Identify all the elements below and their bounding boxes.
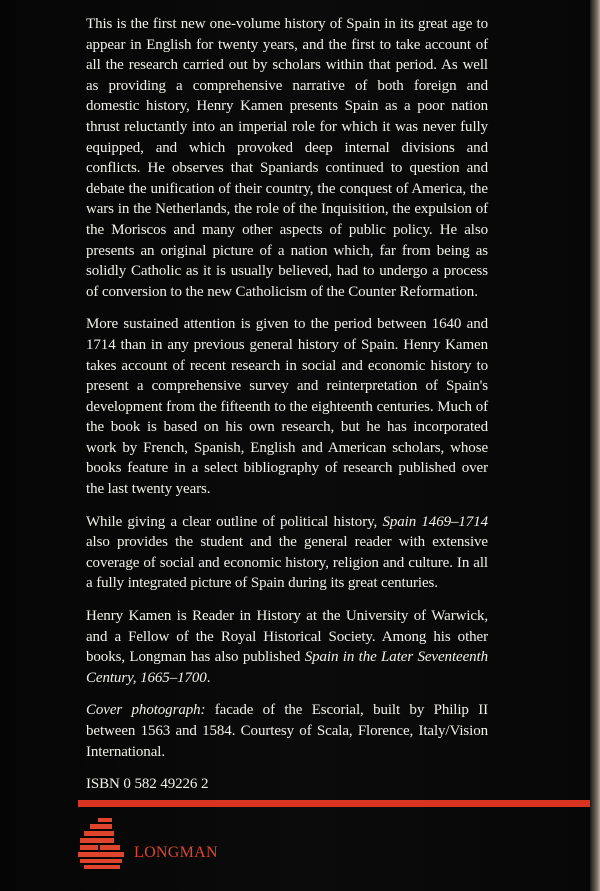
cover-edge <box>590 0 600 891</box>
p3-post: also provides the student and the general reader with extensive coverage of social and economic history, religion and culture. In all a fully integrated picture of Spain during its great centuries. <box>86 534 488 592</box>
author-bio <box>86 606 488 688</box>
bio-pre: Henry Kamen is Reader in History at the University of Warwick, and a Fellow of the Royal Historical Society. Among his other books, Longman has also published <box>86 608 488 666</box>
publisher-name: LONGMAN <box>134 844 218 861</box>
blurb-paragraph-1: This is the first new one-volume history of Spain in its great age to appear in English for twenty years, and the first to take account of all the research carried out by scholars within that period. As well as providing a comprehensive narrative of both foreign and domestic history, Henry Kamen presents Spain as a poor nation thrust reluctantly into an imperial role for which it was never fully equipped, and which provoked deep internal divisions and conflicts. He observes that Spaniards continued to question and debate the unification of their country, the conquest of America, the wars in the Netherlands, the role of the Inquisition, the expulsion of the Moriscos and many other aspects of public policy. He also presents an original picture of a nation which, far from being as solidly Catholic as it is usually believed, had to undergo a process of conversion to the new Catholicism of the Counter Reformation. <box>86 16 488 300</box>
other-book-title: Spain in the Later Seventeenth Century, 1665–1700 <box>86 649 488 686</box>
book-title: Spain 1469–1714 <box>382 513 488 530</box>
blurb-text <box>86 14 488 807</box>
p3-pre: While giving a clear outline of political history, <box>86 513 383 530</box>
blurb-paragraph-2: More sustained attention is given to the period between 1640 and 1714 than in any previous general history of Spain. Henry Kamen takes account of recent research in social and economic history to present a comprehensive survey and reinterpretation of Spain's development from the fifteenth to the eighteenth centuries. Much of the book is based on his own research, but he has incorporated work by French, Spanish, English and American scholars, whose books feature in a select bibliography of research published over the last twenty years. <box>86 316 488 498</box>
ship-logo-icon <box>78 818 126 870</box>
red-rule <box>78 800 590 807</box>
isbn: ISBN 0 582 49226 2 <box>86 776 209 793</box>
blurb-paragraph-3 <box>86 512 488 594</box>
cover-credit-text: facade of the Escorial, built by Philip II between 1563 and 1584. Courtesy of Scala, Florence, Italy/Vision International. <box>86 702 488 760</box>
cover-credit-label: Cover photograph: <box>86 702 206 719</box>
cover-credit <box>86 700 488 762</box>
bio-post: . <box>206 669 211 686</box>
